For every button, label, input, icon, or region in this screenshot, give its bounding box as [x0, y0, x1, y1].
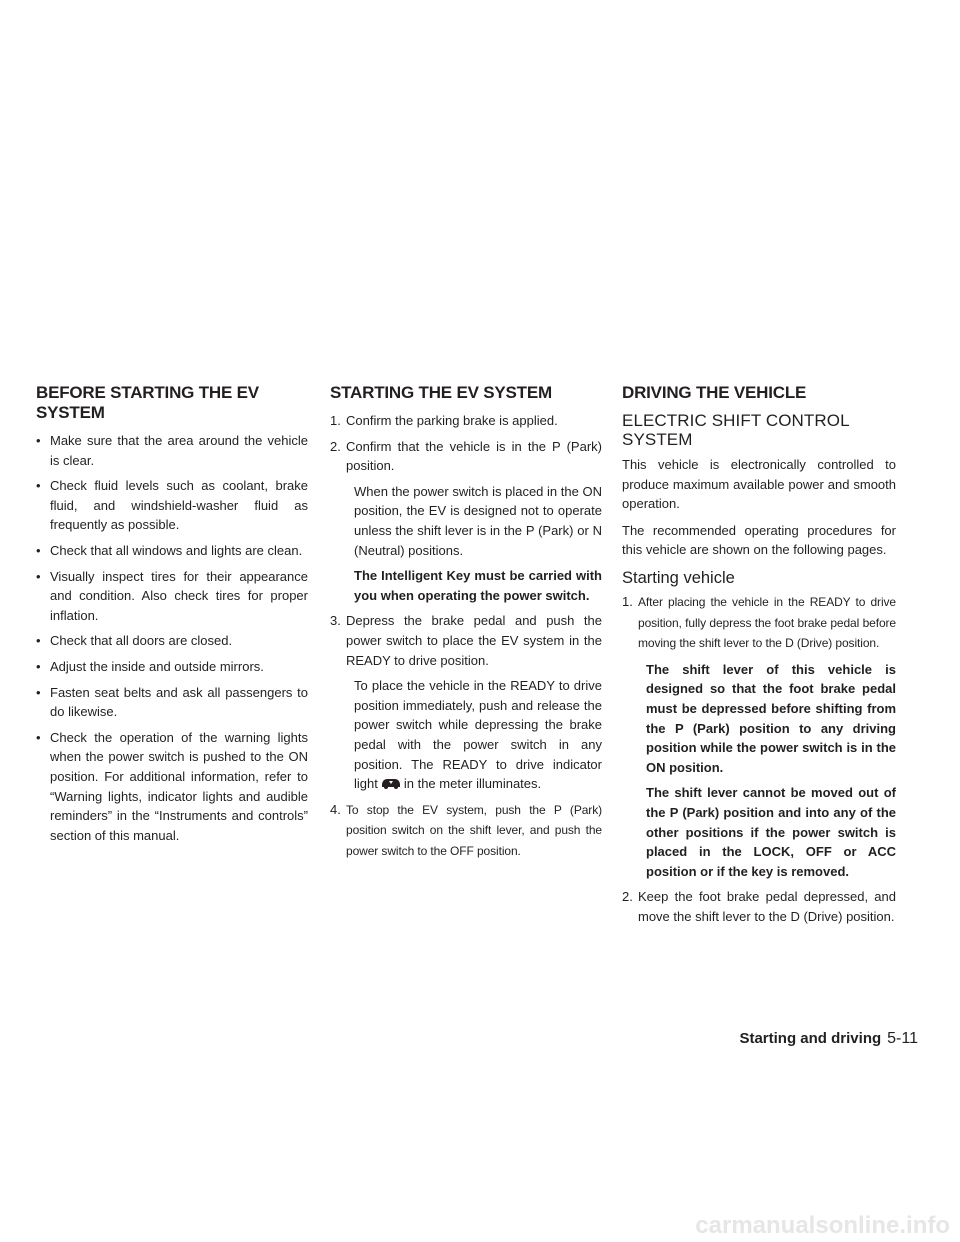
list-item: • Check that all windows and lights are clean.: [36, 542, 303, 558]
step-note: To place the vehicle in the READY to drive position immediately, push and release the power switch while depressing the brake pedal with the power switch in any position. The READY to drive indicator light in the meter illuminates.: [354, 678, 602, 792]
list-item: • Adjust the inside and outside mirrors.: [36, 658, 264, 674]
paragraph: This vehicle is electronically controlled to produce maximum available power and smooth operation.: [622, 457, 896, 512]
step-item: 2. Confirm that the vehicle is in the P (Park) position. When the power switch is placed in the ON position, the EV is designed not to operate unless the shift lever is in the P (Park) or N (Neutral) positions. The Intelligent Key must be carried with you when operating the power switch.: [330, 437, 602, 606]
list-item: • Check fluid levels such as coolant, brake fluid, and windshield-washer fluid as frequently as possible.: [36, 478, 308, 533]
subsection-heading: ELECTRIC SHIFT CONTROL SYSTEM: [622, 411, 850, 449]
driving-vehicle-section: [622, 383, 896, 932]
list-item: • Visually inspect tires for their appearance and condition. Also check tires for proper inflation.: [36, 568, 308, 623]
step-item: 1. After placing the vehicle in the READY to drive position, fully depress the foot brake pedal before moving the shift lever to the D (Drive) position. The shift lever of this vehicle is designed so that the foot brake pedal must be depressed before shifting from the P (Park) position to any driving position while the power switch is in the ON position. The shift lever cannot be moved out of the P (Park) position and into any of the other positions if the power switch is placed in the LOCK, OFF or ACC position or if the key is removed.: [622, 592, 896, 881]
steps-list: [330, 411, 602, 861]
section-heading: STARTING THE EV SYSTEM: [330, 383, 552, 402]
page-footer: [739, 1030, 918, 1048]
step-item: 1. Confirm the parking brake is applied.: [330, 413, 558, 428]
before-starting-section: [36, 383, 308, 851]
checklist: [36, 431, 308, 845]
page-number: 5-11: [887, 1030, 918, 1047]
step-item: 4. To stop the EV system, push the P (Park) position switch on the shift lever, and push the power switch to the OFF position.: [330, 801, 602, 858]
starting-ev-section: [330, 383, 602, 867]
list-item: • Check the operation of the warning lights when the power switch is pushed to the ON position. For additional information, refer to “Warning lights, indicator lights and audible reminders” in the “Instruments and controls” section of this manual.: [36, 729, 308, 843]
step-warning: The shift lever cannot be moved out of the P (Park) position and into any of the other positions if the power switch is placed in the LOCK, OFF or ACC position or if the key is removed.: [646, 785, 896, 879]
footer-section-title: Starting and driving: [739, 1030, 882, 1047]
step-note: When the power switch is placed in the ON position, the EV is designed not to operate unless the shift lever is in the P (Park) or N (Neutral) positions.: [354, 483, 602, 558]
watermark: carmanualsonline.info: [695, 1212, 950, 1239]
paragraph: The recommended operating procedures for this vehicle are shown on the following pages.: [622, 522, 896, 558]
list-item: • Fasten seat belts and ask all passengers to do likewise.: [36, 684, 308, 720]
step-item: 2. Keep the foot brake pedal depressed, and move the shift lever to the D (Drive) position.: [622, 889, 896, 924]
list-item: • Check that all doors are closed.: [36, 633, 233, 649]
step-item: 3. Depress the brake pedal and push the power switch to place the EV system in the READY to drive position. To place the vehicle in the READY to drive position immediately, push and release the power switch while depressing the brake pedal with the power switch in any position. The READY to drive indicator light in the meter illuminates.: [330, 611, 602, 793]
step-warning: The Intelligent Key must be carried with you when operating the power switch.: [354, 568, 602, 603]
ready-to-drive-indicator-icon: [380, 777, 402, 789]
list-item: • Make sure that the area around the vehicle is clear.: [36, 433, 308, 468]
steps-list: [622, 592, 896, 927]
section-heading: BEFORE STARTING THE EV SYSTEM: [36, 383, 259, 422]
subsubsection-heading: Starting vehicle: [622, 568, 735, 587]
step-warning: The shift lever of this vehicle is designed so that the foot brake pedal must be depressed before shifting from the P (Park) position to any driving position while the power switch is in the ON position.: [646, 661, 896, 775]
section-heading: DRIVING THE VEHICLE: [622, 383, 807, 402]
